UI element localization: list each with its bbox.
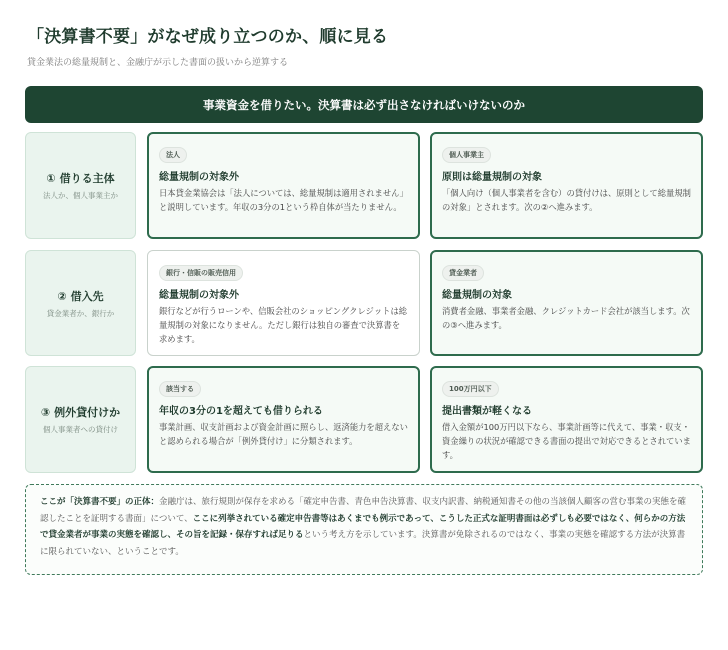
card-corporation <box>147 132 420 239</box>
card-tag: 個人事業主 <box>442 147 491 163</box>
card-title: 総量規制の対象外 <box>159 290 239 301</box>
card-title: 総量規制の対象 <box>442 290 512 301</box>
card-exception-applies <box>147 366 420 473</box>
step-label-exception <box>25 366 136 473</box>
step-label-title: ③ 例外貸付けか <box>40 406 121 419</box>
step-label-title: ① 借りる主体 <box>46 172 115 185</box>
step-label-borrower <box>25 132 136 239</box>
card-tag: 銀行・信販の販売信用 <box>159 265 243 281</box>
card-title: 総量規制の対象外 <box>159 172 239 183</box>
card-under-1m <box>430 366 703 473</box>
step-label-sub: 法人か、個人事業主か <box>43 191 118 200</box>
note-emphasis: ここに列挙されている確定申告書等はあくまでも例示であって、こうした正式な証明書面は必ずしも必要ではなく、何らかの方法で貸金業者が事業の実態を確認し、その旨を記録・保存すれば足りる <box>40 513 686 541</box>
step-label-sub: 貸金業者か、銀行か <box>46 308 115 318</box>
card-title: 年収の3分の1を超えても借りられる <box>159 406 323 417</box>
card-bank <box>147 250 420 356</box>
question-banner: 事業資金を借りたい。決算書は必ず出さなければいけないのか <box>25 86 703 123</box>
card-tag: 法人 <box>159 147 187 163</box>
step-label-lender <box>25 250 136 356</box>
card-tag: 貸金業者 <box>442 265 484 281</box>
card-title: 提出書類が軽くなる <box>442 406 532 417</box>
note-lead: ここが「決算書不要」の正体： <box>40 497 160 507</box>
card-body: 銀行などが行うローンや、信販会社のショッピングクレジットは総量規制の対象になりません。ただし銀行は独自の審査で決算書を求めます。 <box>159 306 408 344</box>
card-tag: 該当する <box>159 381 201 397</box>
card-body: 借入金額が100万円以下なら、事業計画等に代えて、事業・収支・資金繰りの状況が確認できる書面の提出で対応できるとされています。 <box>442 422 691 460</box>
page-subtitle: 貸金業法の総量規制と、金融庁が示した書面の扱いから逆算する <box>27 58 289 68</box>
note-text-end: という考え方を示しています。決算書が免除されるのではなく、事業の実態を確認する方法が決算書に限られていない、ということです。 <box>40 530 686 557</box>
card-tag: 100万円以下 <box>442 381 499 397</box>
card-title: 原則は総量規制の対象 <box>442 172 542 183</box>
card-sole-proprietor <box>430 132 703 239</box>
card-money-lender <box>430 250 703 356</box>
page-title: 「決算書不要」がなぜ成り立つのか、順に見る <box>27 27 389 47</box>
card-body: 消費者金融、事業者金融、クレジットカード会社が該当します。次の③へ進みます。 <box>442 306 690 330</box>
step-label-sub: 個人事業者への貸付け <box>43 425 118 434</box>
card-body: 事業計画、収支計画および資金計画に照らし、返済能力を超えないと認められる場合が「例外貸付け」に分類されます。 <box>159 422 408 446</box>
note-text: 金融庁は、旅行規則が保存を求める「確定申告書、青色申告決算書、収支内訳書、納税通知書その他の当該個人顧客の営む事業の実態を確認したことを証明する書面」について、 <box>40 497 687 524</box>
step-label-title: ② 借入先 <box>57 289 104 303</box>
explanation-note <box>25 484 703 575</box>
card-body: 日本貸金業協会は「法人については、総量規制は適用されません」と説明しています。年収の3分の1という枠自体が当たりません。 <box>159 188 408 212</box>
card-body: 「個人向け（個人事業者を含む）の貸付けは、原則として総量規制の対象」とされます。次の②へ進みます。 <box>442 188 691 212</box>
